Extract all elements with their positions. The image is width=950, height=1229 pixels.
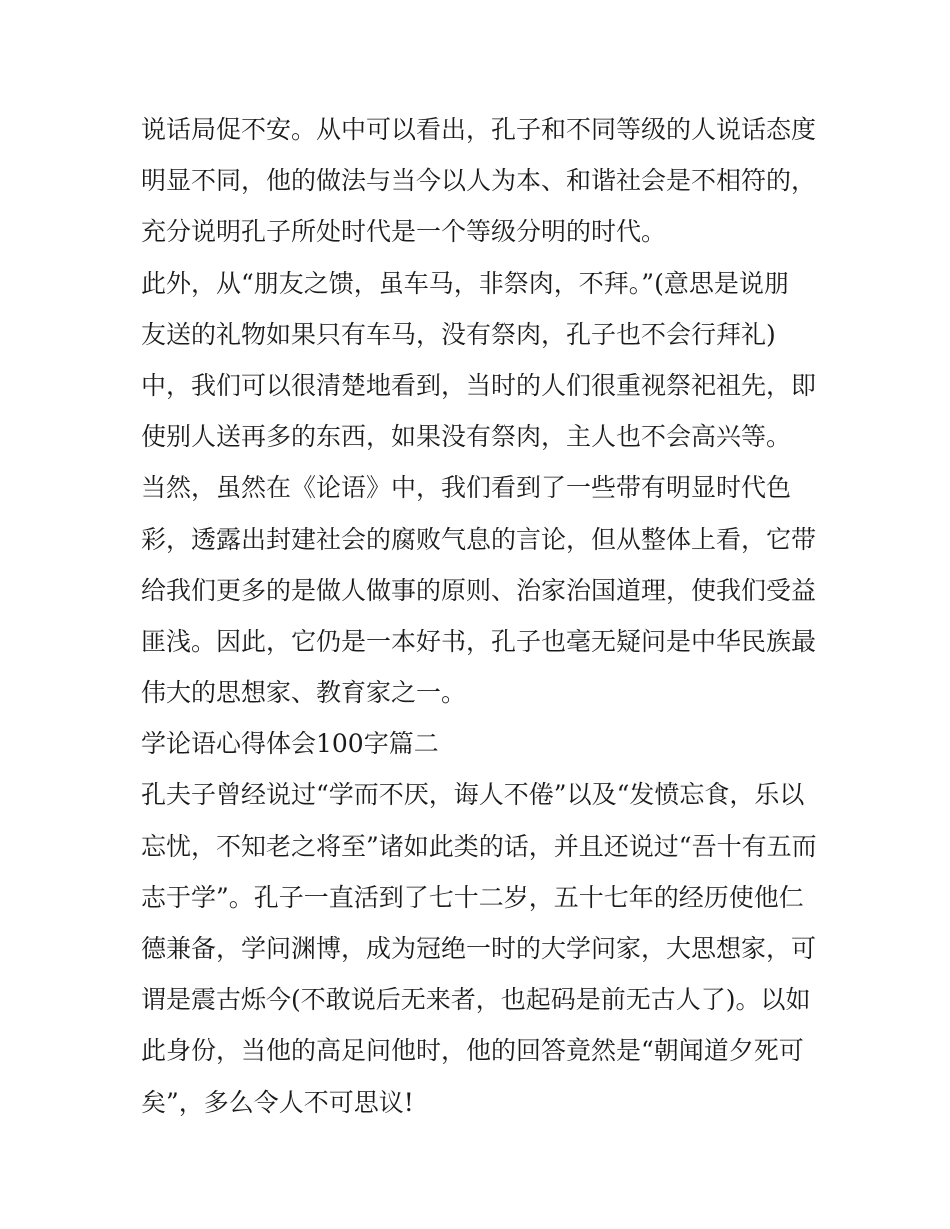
document-body	[141, 104, 831, 1128]
text-line: 德兼备，学问渊博，成为冠绝一时的大学问家，大思想家，可	[141, 934, 817, 963]
text-line: 使别人送再多的东西，如果没有祭肉，主人也不会高兴等。	[141, 422, 792, 452]
text-line: 此身份，当他的高足问他时，他的回答竟然是“朝闻道夕死可	[141, 1036, 804, 1066]
section-heading: 学论语心得体会100字篇二	[141, 729, 439, 759]
text-line: 匪浅。因此，它仍是一本好书，孔子也毫无疑问是中华民族最	[141, 626, 817, 656]
text-line: 此外，从“朋友之馈，虽车马，非祭肉，不拜。”(意思是说朋	[141, 268, 789, 298]
text-line: 谓是震古烁今(不敢说后无来者，也起码是前无古人了)。以如	[141, 985, 811, 1015]
text-line: 彩，透露出封建社会的腐败气息的言论，但从整体上看，它带	[141, 524, 817, 554]
text-line: 孔夫子曾经说过“学而不厌，诲人不倦”以及“发愤忘食，乐以	[141, 780, 805, 810]
text-line: 说话局促不安。从中可以看出，孔子和不同等级的人说话态度	[141, 115, 817, 144]
text-line: 志于学”。孔子一直活到了七十二岁，五十七年的经历使他仁	[141, 882, 804, 912]
text-line: 给我们更多的是做人做事的原则、治家治国道理，使我们受益	[141, 575, 817, 605]
text-line: 明显不同，他的做法与当今以人为本、和谐社会是不相符的，	[141, 166, 817, 196]
text-line: 友送的礼物如果只有车马，没有祭肉，孔子也不会行拜礼)	[141, 319, 776, 349]
text-line: 当然，虽然在《论语》中，我们看到了一些带有明显时代色	[141, 473, 792, 503]
text-line: 伟大的思想家、教育家之一。	[141, 678, 467, 708]
text-line: 充分说明孔子所处时代是一个等级分明的时代。	[141, 217, 667, 247]
text-line: 忘忧，不知老之将至”诸如此类的话，并且还说过“吾十有五而	[141, 831, 817, 861]
text-line: 中，我们可以很清楚地看到，当时的人们很重视祭祀祖先，即	[141, 370, 817, 400]
text-line: 矣”，多么令人不可思议!	[141, 1087, 414, 1117]
